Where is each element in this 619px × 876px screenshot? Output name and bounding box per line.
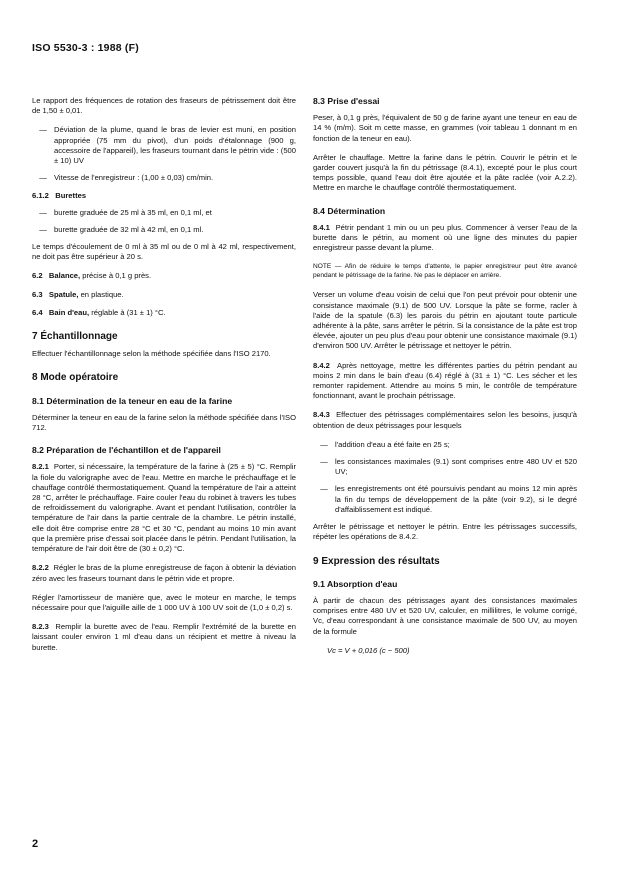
paragraph: Arrêter le chauffage. Mettre la farine dans le pétrin. Couvrir le pétrin et le garder couvert jusqu'à la fin du pétrissage (8.4.1), excepté pour le plus court temps possible, quand l'eau doit être ajoutée et la pâte raclée (voir A.2.2). Mettre en marche le chauffage contrôlé thermostatiquement. [313,152,577,193]
section-6-2: 6.2 Balance, précise à 0,1 g près. [32,271,152,281]
paragraph: Effectuer l'échantillonnage selon la méthode spécifiée dans l'ISO 2170. [32,349,271,359]
paragraph: Arrêter le pétrissage et nettoyer le pétrin. Entre les pétrissages successifs, répéter les opérations de 8.4.2. [313,522,577,542]
paragraph: À partir de chacun des pétrissages ayant des consistances maximales comprises entre 480 UV et 520 UV, calculer, en millilitres, le volume corrigé, Vc, d'eau correspondant à une consistance maximale de 500 UV, au moyen de la formule [313,595,577,636]
dash-item: — Vitesse de l'enregistreur : (1,00 ± 0,03) cm/min. [32,173,296,183]
paragraph: Régler l'amortisseur de manière que, avec le moteur en marche, le temps nécessaire pour que l'aiguille aille de 1 000 UV à 100 UV soit de (1,0 ± 0,2) s. [32,592,296,612]
section-8-2-1: 8.2.1 Porter, si nécessaire, la température de la farine à (25 ± 5) °C. Remplir la fiole du valorigraphe avec de l'eau. Mettre en marche le préchauffage et le chauffage contrôlé thermostatiquement. Quand la température de l'air a atteint 28 °C, arrêter le préchauffage. Faire couler l'eau du robinet à travers les tubes de refroidissement du valorigraphe. Avant et pendant l'utilisation, contrôler la température de l'air dans la partie centrale de la chambre. Le pétrin installé, elle doit être comprise entre 28 °C et 30 °C, pendant au moins 10 min avant que la première prise d'essai soit placée dans le pétrin. Pendant l'utilisation, la température de l'air doit être de (30 ± 0,2) °C. [32,462,296,554]
dash-item: — burette graduée de 25 ml à 35 ml, en 0,1 ml, et [32,208,296,218]
left-column [32,96,296,662]
section-9-1-title: 9.1 Absorption d'eau [313,578,398,589]
section-7-title: 7 Échantillonnage [32,331,118,343]
section-8-2-title: 8.2 Préparation de l'échantillon et de l'appareil [32,445,221,456]
section-6-3: 6.3 Spatule, en plastique. [32,289,124,299]
section-8-4-2: 8.4.2 Après nettoyage, mettre les différentes parties du pétrin pendant au moins 2 min dans le bain d'eau (6.4) réglé à (31 ± 1) °C. Les sécher et les remonter rapidement. Attendre au moins 5 min, le contrôle de température fonctionnant, avant le prochain pétrissage. [313,360,577,401]
section-9-title: 9 Expression des résultats [313,555,440,567]
dash-item: — l'addition d'eau a été faite en 25 s; [313,440,577,450]
dash-item: — burette graduée de 32 ml à 42 ml, en 0,1 ml. [32,225,296,235]
dash-text: les consistances maximales (9.1) sont comprises entre 480 UV et 520 UV; [335,457,577,477]
paragraph: Déterminer la teneur en eau de la farine selon la méthode spécifiée dans l'ISO 712. [32,412,296,433]
paragraph: Verser un volume d'eau voisin de celui que l'on peut prévoir pour obtenir une consistance maximale (9.1) de 500 UV. Lorsque la pâte se forme, racler à l'aide de la spatule (6.3) les parois du pétrin en ajoutant toute particule adhérente à la pâte, sans arrêter le pétrin. Si la consistance de la pâte est trop élevée, ajouter un peu plus d'eau pour obtenir une consistance maximale (9.1) d'environ 500 UV. Arrêter le pétrissage et nettoyer le pétrin. [313,290,577,351]
section-6-1-2: 6.1.2 Burettes [32,191,87,201]
note: NOTE — Afin de réduire le temps d'attente, le papier enregistreur peut être avancé pendant le pétrissage de la farine. Ne pas le déplacer en arrière. [313,263,577,280]
dash-item: — les consistances maximales (9.1) sont comprises entre 480 UV et 520 UV; [320,457,577,477]
formula: Vc = V + 0,016 (c − 500) [327,645,410,655]
section-8-2-3: 8.2.3 Remplir la burette avec de l'eau. Remplir l'extrémité de la burette en laissant couler environ 1 ml d'eau dans un récipient et mettre à niveau la burette. [32,622,296,652]
dash-text: l'addition d'eau a été faite en 25 s; [335,439,450,449]
section-8-4-1: 8.4.1 Pétrir pendant 1 min ou un peu plus. Commencer à verser l'eau de la burette dans le pétrin, au moment où une ligne des minutes du papier enregistreur passe devant la plume. [313,222,577,253]
paragraph: Peser, à 0,1 g près, l'équivalent de 50 g de farine ayant une teneur en eau de 14 % (m/m). Soit m cette masse, en grammes (voir tableau 1 donnant m en fonction de la teneur en eau). [313,113,577,143]
dash-item: — Déviation de la plume, quand le bras de levier est muni, en position appropriée (75 mm du pivot), d'un poids d'étalonnage (900 g, accessoire de l'appareil), les fraseurs tournant dans le pétrin vide : (500 ± 10) UV [39,125,296,166]
section-8-3-title: 8.3 Prise d'essai [313,96,380,106]
paragraph: Le temps d'écoulement de 0 ml à 35 ml ou de 0 ml à 42 ml, respectivement, ne doit pas être supérieur à 20 s. [32,242,296,262]
standard-header: ISO 5530-3 : 1988 (F) [32,42,139,54]
section-8-2-2: 8.2.2 Régler le bras de la plume enregistreuse de façon à obtenir la déviation zéro avec les fraseurs tournant dans le pétrin vide et propre. [32,563,296,583]
right-column [313,96,577,656]
dash-text: Vitesse de l'enregistreur : (1,00 ± 0,03) cm/min. [54,173,214,183]
dash-item: — les enregistrements ont été poursuivis pendant au moins 12 min après la fin du temps de développement de la pâte (voir 9.2), si le degré d'affaiblissement est indiqué. [320,484,577,514]
dash-text: les enregistrements ont été poursuivis pendant au moins 12 min après la fin du temps de développement de la pâte (voir 9.2), si le degré d'affaiblissement est indiqué. [335,484,577,514]
dash-text: burette graduée de 32 ml à 42 ml, en 0,1 ml. [54,224,204,234]
page-number: 2 [32,838,39,850]
section-8-1-title: 8.1 Détermination de la teneur en eau de la farine [32,395,233,406]
section-6-4: 6.4 Bain d'eau, réglable à (31 ± 1) °C. [32,307,166,317]
section-title: Burettes [55,191,87,201]
intro-paragraph: Le rapport des fréquences de rotation des fraseurs de pétrissement doit être de 1,50 ± 0,01. [32,96,296,116]
dash-text: Déviation de la plume, quand le bras de levier est muni, en position appropriée (75 mm du pivot), d'un poids d'étalonnage (900 g, accessoire de l'appareil), les fraseurs tournant dans le pétrin vide : (500 ± 10) UV [54,125,296,166]
section-8-4-3: 8.4.3 Effectuer des pétrissages complémentaires selon les besoins, jusqu'à obtention de deux pétrissages pour lesquels [313,410,577,430]
dash-text: burette graduée de 25 ml à 35 ml, en 0,1 ml, et [54,207,212,217]
section-8-4-title: 8.4 Détermination [313,205,386,216]
section-8-title: 8 Mode opératoire [32,372,119,384]
